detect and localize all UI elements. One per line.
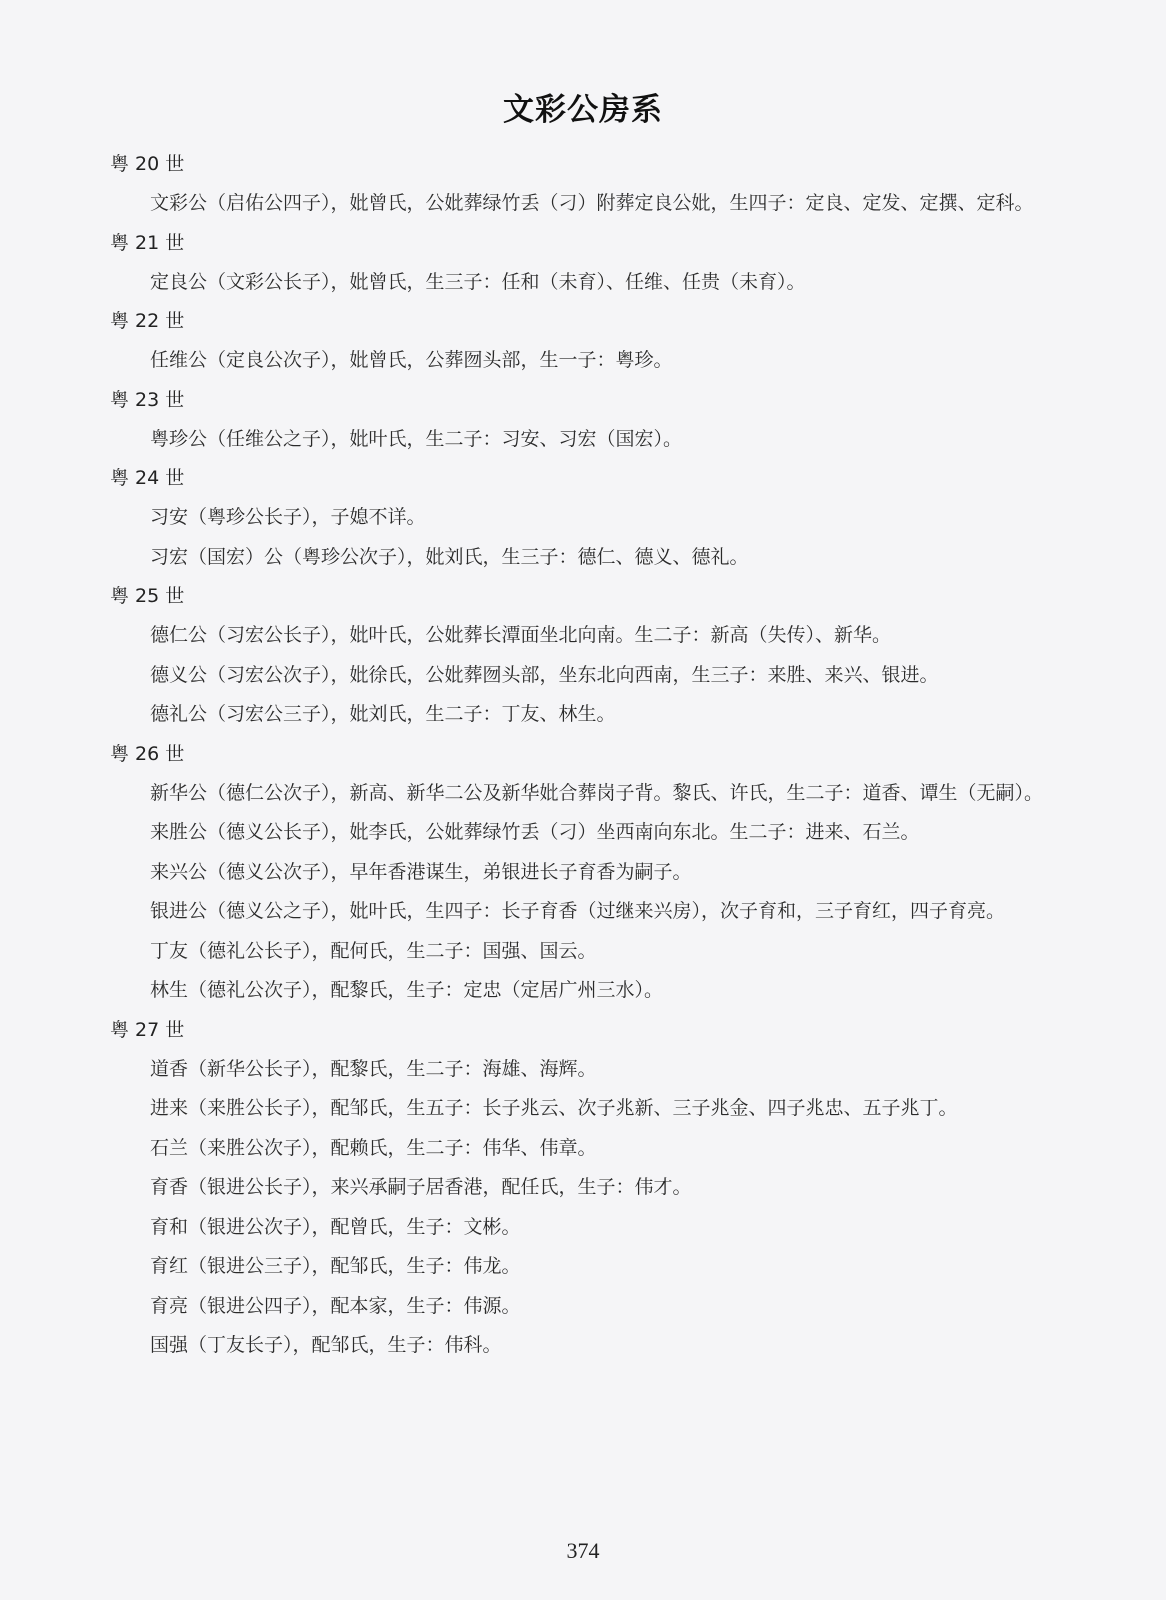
genealogy-entry: 来胜公（德义公长子），妣李氏，公妣葬绿竹丢（刁）坐西南向东北。生二子：进来、石兰。 (150, 821, 920, 843)
genealogy-entry: 国强（丁友长子），配邹氏，生子：伟科。 (150, 1334, 502, 1356)
genealogy-entry: 德仁公（习宏公长子），妣叶氏，公妣葬长潭面坐北向南。生二子：新高（失传）、新华。 (150, 624, 892, 646)
generation-section (110, 381, 1060, 460)
page-number: 374 (566, 1538, 600, 1563)
genealogy-entry: 定良公（文彩公长子），妣曾氏，生三子：任和（未育）、任维、任贵（未育）。 (150, 270, 806, 293)
genealogy-entry: 习安（粤珍公长子），子媳不详。 (150, 506, 426, 528)
generation-heading: 粤 25 世 (110, 585, 185, 607)
genealogy-entry: 粤珍公（任维公之子），妣叶氏，生二子：习安、习宏（国宏）。 (150, 427, 683, 450)
generation-heading: 粤 21 世 (110, 231, 185, 254)
generation-section (110, 577, 1060, 735)
generation-heading: 粤 22 世 (110, 310, 185, 332)
genealogy-entry: 育香（银进公长子），来兴承嗣子居香港，配任氏，生子：伟才。 (150, 1176, 692, 1198)
genealogy-entry: 德礼公（习宏公三子），妣刘氏，生二子：丁友、林生。 (150, 703, 616, 725)
genealogy-entry: 习宏（国宏）公（粤珍公次子），妣刘氏，生三子：德仁、德义、德礼。 (150, 545, 749, 568)
genealogy-content (110, 145, 1060, 1366)
genealogy-entry: 石兰（来胜公次子），配赖氏，生二子：伟华、伟章。 (150, 1136, 597, 1159)
genealogy-entry: 育和（银进公次子），配曾氏，生子：文彬。 (150, 1215, 521, 1238)
genealogy-entry: 育红（银进公三子），配邹氏，生子：伟龙。 (150, 1255, 521, 1277)
generation-heading: 粤 20 世 (110, 153, 185, 175)
genealogy-entry: 来兴公（德义公次子），早年香港谋生，弟银进长子育香为嗣子。 (150, 860, 692, 883)
generation-section (110, 459, 1060, 577)
generation-heading: 粤 23 世 (110, 388, 185, 411)
generation-section (110, 735, 1060, 1011)
genealogy-entry: 新华公（德仁公次子），新高、新华二公及新华妣合葬岗子背。黎氏、许氏，生二子：道香、谭生（无嗣）。 (150, 781, 1044, 804)
generation-heading: 粤 24 世 (110, 467, 185, 489)
genealogy-entry: 丁友（德礼公长子），配何氏，生二子：国强、国云。 (150, 939, 597, 962)
genealogy-entry: 德义公（习宏公次子），妣徐氏，公妣葬囫头部，坐东北向西南，生三子：来胜、来兴、银进。 (150, 663, 939, 686)
genealogy-entry: 文彩公（启佑公四子），妣曾氏，公妣葬绿竹丢（刁）附葬定良公妣，生四子：定良、定发、定撰、定科。 (150, 192, 1034, 214)
generation-heading: 粤 27 世 (110, 1018, 185, 1041)
generation-heading: 粤 26 世 (110, 742, 185, 765)
genealogy-entry: 林生（德礼公次子），配黎氏，生子：定忠（定居广州三水）。 (150, 979, 664, 1001)
generation-section (110, 145, 1060, 224)
generation-section (110, 302, 1060, 381)
generation-section (110, 1011, 1060, 1366)
genealogy-entry: 道香（新华公长子），配黎氏，生二子：海雄、海辉。 (150, 1057, 597, 1080)
genealogy-entry: 育亮（银进公四子），配本家，生子：伟源。 (150, 1294, 521, 1317)
genealogy-entry: 进来（来胜公长子），配邹氏，生五子：长子兆云、次子兆新、三子兆金、四子兆忠、五子兆丁。 (150, 1097, 958, 1119)
generation-section (110, 224, 1060, 303)
page-title: 文彩公房系 (503, 92, 663, 128)
genealogy-entry: 银进公（德义公之子），妣叶氏，生四子：长子育香（过继来兴房），次子育和，三子育红，四子育亮。 (150, 900, 1006, 922)
genealogy-entry: 任维公（定良公次子），妣曾氏，公葬囫头部，生一子：粤珍。 (150, 349, 673, 371)
